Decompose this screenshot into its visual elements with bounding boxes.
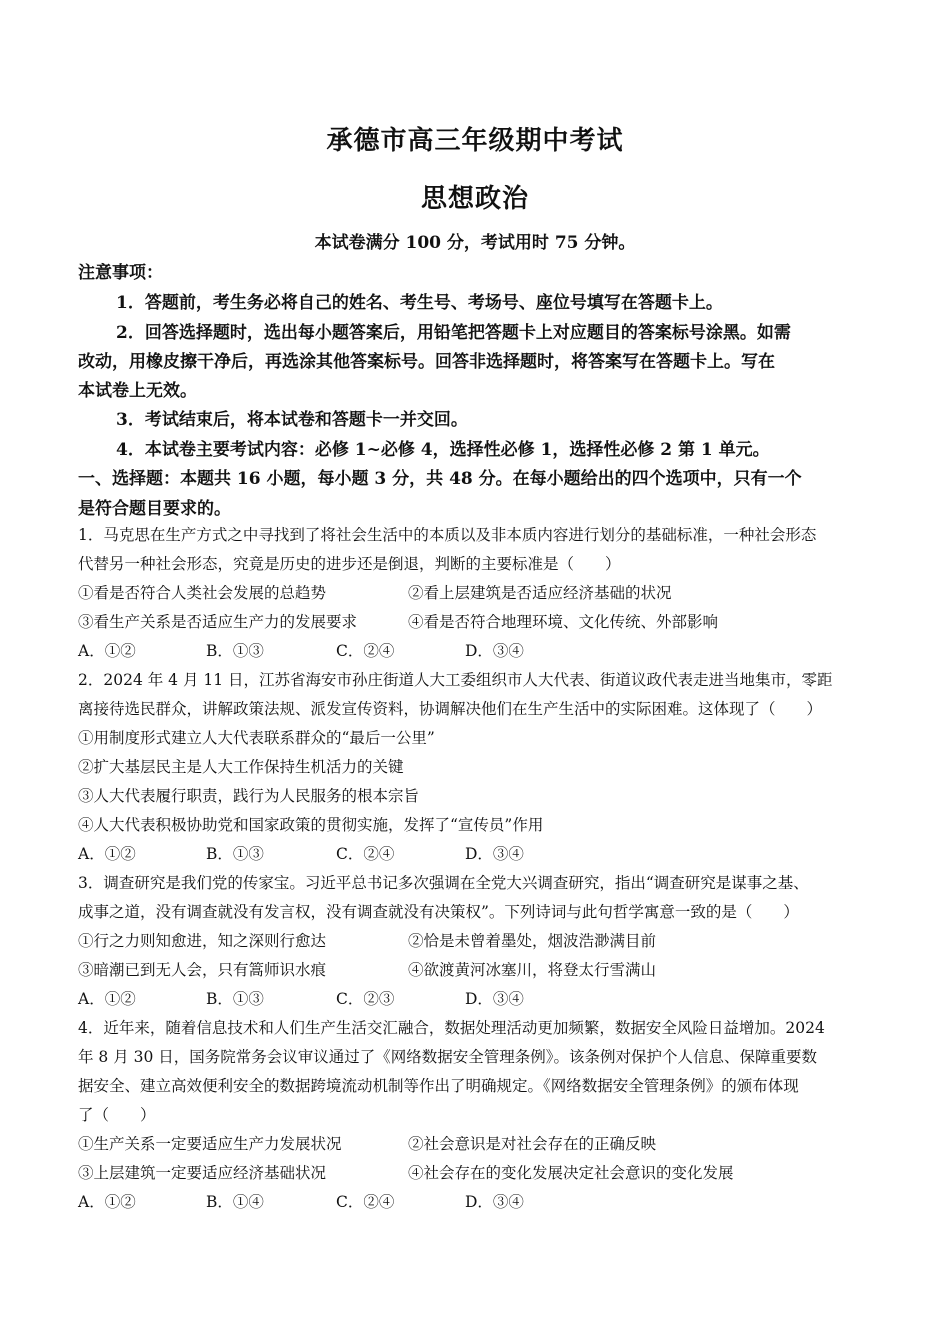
q1-option-a: A．①② <box>78 642 136 660</box>
q2-statement-3: ③人大代表履行职责，践行为人民服务的根本宗旨 <box>78 787 420 805</box>
q4-option-c: C．②④ <box>336 1193 395 1211</box>
q1-stem-line-1: 1．马克思在生产方式之中寻找到了将社会生活中的本质以及非本质内容进行划分的基础标准，一种社会形态 <box>78 526 817 544</box>
q3-option-c: C．②③ <box>336 990 395 1008</box>
notice-item-1: 1．答题前，考生务必将自己的姓名、考生号、考场号、座位号填写在答题卡上。 <box>116 293 723 313</box>
q4-statement-3: ③上层建筑一定要适应经济基础状况 <box>78 1164 327 1182</box>
q1-option-c: C．②④ <box>336 642 395 660</box>
q4-statement-1: ①生产关系一定要适应生产力发展状况 <box>78 1135 342 1153</box>
q4-stem-line-1: 4．近年来，随着信息技术和人们生产生活交汇融合，数据处理活动更加频繁，数据安全风险日益增加。2024 <box>78 1019 825 1037</box>
q4-option-b: B．①④ <box>206 1193 264 1211</box>
q2-option-c: C．②④ <box>336 845 395 863</box>
q1-option-d: D．③④ <box>465 642 524 660</box>
q1-statement-2: ②看上层建筑是否适应经济基础的状况 <box>408 584 672 602</box>
q2-statement-1: ①用制度形式建立人大代表联系群众的“最后一公里” <box>78 729 435 747</box>
q2-stem-line-2: 离接待选民群众，讲解政策法规、派发宣传资料，协调解决他们在生产生活中的实际困难。这体现了（ ） <box>78 700 823 718</box>
q3-stem-line-2: 成事之道，没有调查就没有发言权，没有调查就没有决策权”。下列诗词与此句哲学寓意一致的是（ ） <box>78 903 799 921</box>
notice-heading: 注意事项： <box>78 263 163 283</box>
subject-title: 思想政治 <box>420 184 529 214</box>
exam-title: 承德市高三年级期中考试 <box>326 126 624 156</box>
q3-statement-2: ②恰是未曾着墨处，烟波浩渺满目前 <box>408 932 657 950</box>
q2-statement-4: ④人大代表积极协助党和国家政策的贯彻实施，发挥了“宣传员”作用 <box>78 816 544 834</box>
q4-stem-line-2: 年 8 月 30 日，国务院常务会议审议通过了《网络数据安全管理条例》。该条例对保护个人信息、保障重要数 <box>78 1048 818 1066</box>
notice-item-4: 4．本试卷主要考试内容：必修 1~必修 4，选择性必修 1，选择性必修 2 第 1 单元。 <box>116 440 770 460</box>
q2-statement-2: ②扩大基层民主是人大工作保持生机活力的关键 <box>78 758 404 776</box>
q1-stem-line-2: 代替另一种社会形态，究竟是历史的进步还是倒退，判断的主要标准是（ ） <box>78 555 621 573</box>
exam-info: 本试卷满分 100 分，考试用时 75 分钟。 <box>314 233 636 253</box>
q4-option-a: A．①② <box>78 1193 136 1211</box>
q3-option-b: B．①③ <box>206 990 264 1008</box>
q4-stem-line-4: 了（ ） <box>78 1106 156 1124</box>
section-heading-line-2: 是符合题目要求的。 <box>78 499 231 519</box>
notice-item-2-line-2: 改动，用橡皮擦干净后，再选涂其他答案标号。回答非选择题时，将答案写在答题卡上。写在 <box>78 352 775 372</box>
q3-option-a: A．①② <box>78 990 136 1008</box>
q1-statement-1: ①看是否符合人类社会发展的总趋势 <box>78 584 327 602</box>
q4-statement-2: ②社会意识是对社会存在的正确反映 <box>408 1135 657 1153</box>
q2-stem-line-1: 2．2024 年 4 月 11 日，江苏省海安市孙庄街道人大工委组织市人大代表、街道议政代表走进当地集市，零距 <box>78 671 833 689</box>
q4-statement-4: ④社会存在的变化发展决定社会意识的变化发展 <box>408 1164 734 1182</box>
notice-item-2-line-3: 本试卷上无效。 <box>78 381 197 401</box>
q1-statement-3: ③看生产关系是否适应生产力的发展要求 <box>78 613 358 631</box>
q3-statement-4: ④欲渡黄河冰塞川，将登太行雪满山 <box>408 961 657 979</box>
notice-item-3: 3．考试结束后，将本试卷和答题卡一并交回。 <box>116 410 468 430</box>
q4-stem-line-3: 据安全、建立高效便利安全的数据跨境流动机制等作出了明确规定。《网络数据安全管理条例》的颁布体现 <box>78 1077 799 1095</box>
q1-statement-4: ④看是否符合地理环境、文化传统、外部影响 <box>408 613 719 631</box>
q2-option-d: D．③④ <box>465 845 524 863</box>
q2-option-a: A．①② <box>78 845 136 863</box>
q3-statement-3: ③暗潮已到无人会，只有篙师识水痕 <box>78 961 327 979</box>
q4-option-d: D．③④ <box>465 1193 524 1211</box>
q3-stem-line-1: 3．调查研究是我们党的传家宝。习近平总书记多次强调在全党大兴调查研究，指出“调查研究是谋事之基、 <box>78 874 809 892</box>
notice-item-2-line-1: 2．回答选择题时，选出每小题答案后，用铅笔把答题卡上对应题目的答案标号涂黑。如需 <box>116 323 791 343</box>
q2-option-b: B．①③ <box>206 845 264 863</box>
q1-option-b: B．①③ <box>206 642 264 660</box>
q3-statement-1: ①行之力则知愈进，知之深则行愈达 <box>78 932 327 950</box>
q3-option-d: D．③④ <box>465 990 524 1008</box>
section-heading-line-1: 一、选择题：本题共 16 小题，每小题 3 分，共 48 分。在每小题给出的四个选项中，只有一个 <box>78 469 802 489</box>
